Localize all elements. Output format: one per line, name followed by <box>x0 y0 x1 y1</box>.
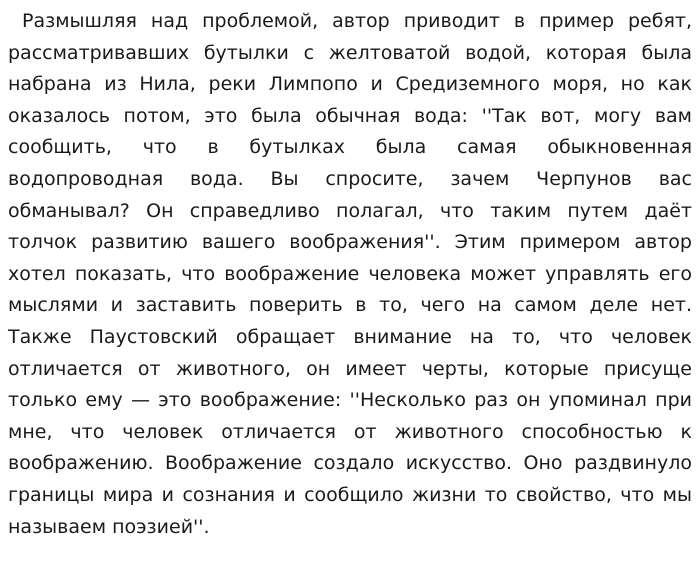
essay-paragraph: Размышляя над проблемой, автор приводит в пример ребят, рассматривавших бутылки с желтоватой водой, которая была набрана из Нила, реки Лимпопо и Средиземного моря, но как оказалось потом, это была обычная вода: ''Так вот, могу вам сообщить, что в бутылках была самая обыкновенная водопроводная вода. Вы спросите, зачем Черпунов вас обманывал? Он справедливо полагал, что таким путем даёт толчок развитию вашего воображения''. Этим примером автор хотел показать, что воображение человека может управлять его мыслями и заставить поверить в то, чего на самом деле нет. Также Паустовский обращает внимание на то, что человек отличается от животного, он имеет черты, которые присуще только ему — это воображение: ''Несколько раз он упоминал при мне, что человек отличается от животного способностью к воображению. Воображение создало искусство. Оно раздвинуло границы мира и сознания и сообщило жизни то свойство, что мы называем поэзией''. <box>8 10 692 538</box>
